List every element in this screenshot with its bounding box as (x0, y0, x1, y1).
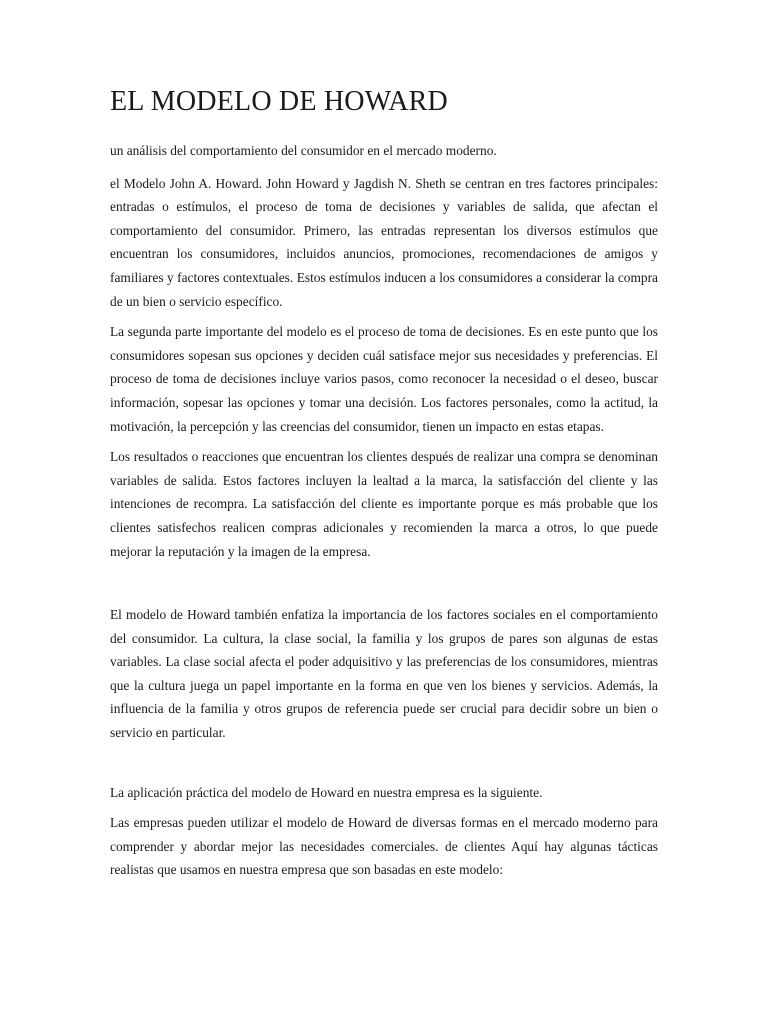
paragraph-decision-process: La segunda parte importante del modelo es el proceso de toma de decisiones. Es en este punto que los consumidores sopesan sus opciones y deciden cuál satisface mejor sus necesidades y preferencias. El proceso de toma de decisiones incluye varios pasos, como reconocer la necesidad o el deseo, buscar información, sopesar las opciones y tomar una decisión. Los factores personales, como la actitud, la motivación, la percepción y las creencias del consumidor, tienen un impacto en estas etapas. (110, 324, 658, 434)
document-subtitle: un análisis del comportamiento del consumidor en el mercado moderno. (110, 143, 497, 158)
paragraph-output-variables: Los resultados o reacciones que encuentran los clientes después de realizar una compra se denominan variables de salida. Estos factores incluyen la lealtad a la marca, la satisfacción del cliente y las intenciones de recompra. La satisfacción del cliente es importante porque es más probable que los clientes satisfechos realicen compras adicionales y recomienden la marca a otros, lo que puede mejorar la reputación y la imagen de la empresa. (110, 449, 658, 559)
paragraph-practical-application: La aplicación práctica del modelo de Howard en nuestra empresa es la siguiente. (110, 784, 543, 800)
document-body (110, 84, 658, 889)
paragraph-business-tactics: Las empresas pueden utilizar el modelo de Howard de diversas formas en el mercado moderno para comprender y abordar mejor las necesidades comerciales. de clientes Aquí hay algunas tácticas realistas que usamos en nuestra empresa que son basadas en este modelo: (110, 815, 658, 878)
document-title: EL MODELO DE HOWARD (110, 86, 448, 117)
paragraph-social-factors: El modelo de Howard también enfatiza la importancia de los factores sociales en el comportamiento del consumidor. La cultura, la clase social, la familia y los grupos de pares son algunas de estas variables. La clase social afecta el poder adquisitivo y las preferencias de los consumidores, mientras que la cultura juega un papel importante en la forma en que ven los bienes y servicios. Además, la influencia de la familia y otros grupos de referencia puede ser crucial para decidir sobre un bien o servicio en particular. (110, 607, 658, 741)
paragraph-howard-sheth-inputs: el Modelo John A. Howard. John Howard y Jagdish N. Sheth se centran en tres factores principales: entradas o estímulos, el proceso de toma de decisiones y variables de salida, que afectan el comportamiento del consumidor. Primero, las entradas representan los diversos estímulos que encuentran los consumidores, incluidos anuncios, promociones, recomendaciones de amigos y familiares y factores contextuales. Estos estímulos inducen a los consumidores a considerar la compra de un bien o servicio específico. (110, 175, 658, 309)
